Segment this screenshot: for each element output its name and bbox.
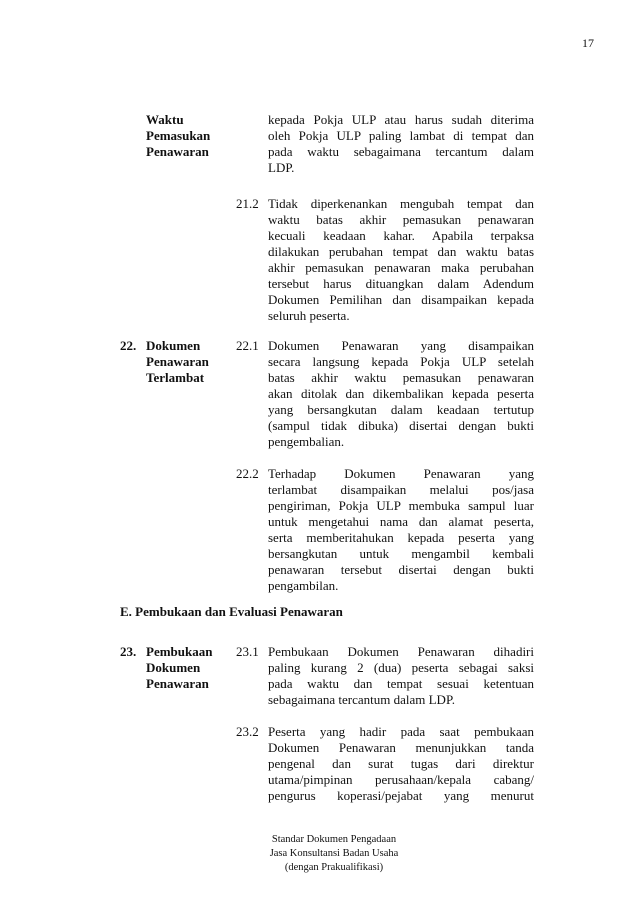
- clause-line: akan ditolak dan dikembalikan kepada peserta: [268, 386, 534, 401]
- clause-line: dilakukan perubahan tempat dan waktu batas: [268, 244, 534, 259]
- heading-line: Waktu: [146, 112, 184, 127]
- clause-line: pada waktu sebagaimana tercantum dalam: [268, 144, 534, 159]
- clause-line: pengenal dan surat tugas dari direktur: [268, 756, 534, 771]
- clause-line: seluruh peserta.: [268, 308, 350, 323]
- clause-line: pengurus koperasi/pejabat yang menurut: [268, 788, 534, 803]
- item-23-number: 23.: [120, 644, 137, 659]
- clause-line: pengambilan.: [268, 578, 339, 593]
- page-footer: [244, 833, 424, 875]
- clause-line: sebagaimana tercantum dalam LDP.: [268, 692, 455, 707]
- clause-line: Pembukaan Dokumen Penawaran dihadiri: [268, 644, 534, 659]
- clause-line: Terhadap Dokumen Penawaran yang: [268, 466, 534, 481]
- heading-line: Dokumen: [146, 338, 201, 353]
- clause-line: LDP.: [268, 160, 295, 175]
- clause-21-2-text: [268, 196, 534, 324]
- clause-line: penawaran tersebut disertai dengan bukti: [268, 562, 534, 577]
- clause-line: tersebut harus dituangkan dalam Adendum: [268, 276, 534, 291]
- clause-line: Tidak diperkenankan mengubah tempat dan: [268, 196, 534, 211]
- clause-23-2-number: 23.2: [236, 724, 259, 739]
- item-22-number: 22.: [120, 338, 137, 353]
- clause-23-2-text: [268, 724, 534, 804]
- clause-line: Dokumen Pemilihan dan disampaikan kepada: [268, 292, 534, 307]
- heading-line: Penawaran: [146, 144, 209, 159]
- section-title: E. Pembukaan dan Evaluasi Penawaran: [120, 604, 343, 619]
- clause-line: pada waktu dan tempat sesuai ketentuan: [268, 676, 534, 691]
- clause-line: utama/pimpinan perusahaan/kepala cabang/: [268, 772, 534, 787]
- clause-line: paling kurang 2 (dua) peserta sebagai saksi: [268, 660, 534, 675]
- clause-line: batas akhir waktu pemasukan penawaran: [268, 370, 534, 385]
- clause-line: oleh Pokja ULP paling lambat di tempat dan: [268, 128, 534, 143]
- clause-23-1-text: [268, 644, 534, 708]
- clause-line: terlambat disampaikan melalui pos/jasa: [268, 482, 534, 497]
- clause-line: bersangkutan untuk mengambil kembali: [268, 546, 534, 561]
- item-22-heading: [146, 338, 236, 386]
- heading-line: Dokumen: [146, 660, 201, 675]
- clause-21-2-number: 21.2: [236, 196, 259, 211]
- clause-line: secara langsung kepada Pokja ULP setelah: [268, 354, 534, 369]
- heading-line: Penawaran: [146, 354, 209, 369]
- clause-22-2-text: [268, 466, 534, 594]
- clause-22-1-number: 22.1: [236, 338, 259, 353]
- footer-line: (dengan Prakualifikasi): [284, 862, 384, 873]
- heading-line: Pemasukan: [146, 128, 211, 143]
- footer-line: Jasa Konsultansi Badan Usaha: [269, 848, 399, 859]
- clause-22-1-text: [268, 338, 534, 450]
- clause-21-1-text: [268, 112, 534, 176]
- clause-line: akhir pemasukan penawaran maka perubahan: [268, 260, 534, 275]
- clause-line: pengiriman, Pokja ULP membuka sampul luar: [268, 498, 534, 513]
- clause-line: (sampul tidak dibuka) disertai dengan bukti: [268, 418, 534, 433]
- page-number: 17: [582, 36, 594, 50]
- item-21-heading: [146, 112, 236, 160]
- clause-23-1-number: 23.1: [236, 644, 259, 659]
- clause-line: kecuali keadaan kahar. Apabila terpaksa: [268, 228, 534, 243]
- clause-22-2-number: 22.2: [236, 466, 259, 481]
- clause-line: pengembalian.: [268, 434, 345, 449]
- clause-line: Peserta yang hadir pada saat pembukaan: [268, 724, 534, 739]
- footer-line: Standar Dokumen Pengadaan: [271, 834, 397, 845]
- clause-line: Dokumen Penawaran yang disampaikan: [268, 338, 534, 353]
- clause-line: serta memberitahukan kepada peserta yang: [268, 530, 534, 545]
- clause-line: waktu batas akhir pemasukan penawaran: [268, 212, 534, 227]
- heading-line: Terlambat: [146, 370, 205, 385]
- item-23-heading: [146, 644, 236, 692]
- clause-line: yang bersangkutan dalam keadaan tertutup: [268, 402, 534, 417]
- clause-line: Dokumen Penawaran menunjukkan tanda: [268, 740, 534, 755]
- heading-line: Pembukaan: [146, 644, 213, 659]
- heading-line: Penawaran: [146, 676, 209, 691]
- clause-line: kepada Pokja ULP atau harus sudah diterima: [268, 112, 534, 127]
- clause-line: untuk mengetahui nama dan alamat peserta,: [268, 514, 534, 529]
